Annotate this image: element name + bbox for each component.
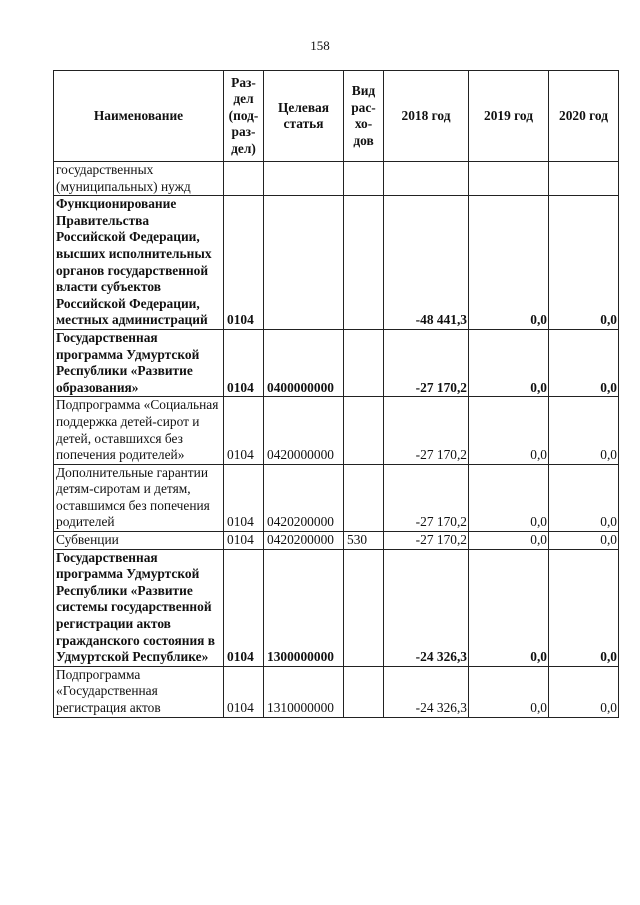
table-row [54, 532, 619, 550]
cell-target: 0400000000 [264, 329, 344, 396]
cell-y2018: -27 170,2 [384, 464, 469, 531]
cell-expense [344, 329, 384, 396]
cell-y2018: -24 326,3 [384, 549, 469, 666]
cell-y2018: -27 170,2 [384, 397, 469, 464]
cell-y2019: 0,0 [469, 196, 549, 330]
cell-target: 0420200000 [264, 464, 344, 531]
table-row [54, 464, 619, 531]
header-target: Целевая статья [264, 71, 344, 162]
cell-section: 0104 [224, 464, 264, 531]
cell-y2018: -27 170,2 [384, 532, 469, 550]
header-section: Раз- дел (под- раз- дел) [224, 71, 264, 162]
cell-y2020 [549, 162, 619, 196]
cell-y2018: -48 441,3 [384, 196, 469, 330]
table-row [54, 196, 619, 330]
cell-target [264, 196, 344, 330]
cell-y2018: -24 326,3 [384, 666, 469, 717]
table-row [54, 666, 619, 717]
cell-section: 0104 [224, 397, 264, 464]
cell-expense [344, 549, 384, 666]
cell-section: 0104 [224, 666, 264, 717]
cell-target: 0420200000 [264, 532, 344, 550]
cell-expense [344, 397, 384, 464]
cell-expense [344, 162, 384, 196]
cell-section: 0104 [224, 549, 264, 666]
cell-expense: 530 [344, 532, 384, 550]
cell-y2019: 0,0 [469, 549, 549, 666]
cell-y2020: 0,0 [549, 329, 619, 396]
cell-y2019 [469, 162, 549, 196]
header-name: Наименование [54, 71, 224, 162]
cell-section: 0104 [224, 196, 264, 330]
cell-name: государственных (муниципальных) нужд [54, 162, 224, 196]
cell-name: Подпрограмма «Социальная поддержка детей-сирот и детей, оставшихся без попечения родителей» [54, 397, 224, 464]
cell-y2018: -27 170,2 [384, 329, 469, 396]
table-row [54, 549, 619, 666]
cell-y2020: 0,0 [549, 464, 619, 531]
table-row [54, 329, 619, 396]
table-row [54, 397, 619, 464]
cell-y2020: 0,0 [549, 532, 619, 550]
cell-section [224, 162, 264, 196]
header-2018: 2018 год [384, 71, 469, 162]
cell-y2019: 0,0 [469, 464, 549, 531]
cell-expense [344, 666, 384, 717]
cell-target [264, 162, 344, 196]
table-row [54, 162, 619, 196]
cell-target: 1310000000 [264, 666, 344, 717]
cell-name: Дополнительные гарантии детям-сиротам и детям, оставшимся без попечения родителей [54, 464, 224, 531]
cell-y2020: 0,0 [549, 666, 619, 717]
cell-section: 0104 [224, 532, 264, 550]
cell-name: Государственная программа Удмуртской Республики «Развитие образования» [54, 329, 224, 396]
cell-y2019: 0,0 [469, 329, 549, 396]
table-body [54, 162, 619, 718]
cell-section: 0104 [224, 329, 264, 396]
cell-y2018 [384, 162, 469, 196]
header-2019: 2019 год [469, 71, 549, 162]
cell-y2020: 0,0 [549, 196, 619, 330]
cell-expense [344, 196, 384, 330]
cell-y2020: 0,0 [549, 397, 619, 464]
header-2020: 2020 год [549, 71, 619, 162]
cell-expense [344, 464, 384, 531]
header-expense: Вид рас- хо- дов [344, 71, 384, 162]
cell-y2020: 0,0 [549, 549, 619, 666]
cell-name: Государственная программа Удмуртской Республики «Развитие системы государственной регистрации актов гражданского состояния в Удмуртской Республике» [54, 549, 224, 666]
cell-y2019: 0,0 [469, 397, 549, 464]
cell-target: 1300000000 [264, 549, 344, 666]
page-number: 158 [310, 38, 330, 53]
budget-table [53, 70, 619, 718]
cell-name: Подпрограмма «Государственная регистрация актов [54, 666, 224, 717]
cell-y2019: 0,0 [469, 532, 549, 550]
cell-name: Функционирование Правительства Российской Федерации, высших исполнительных органов государственной власти субъектов Российской Федерации, местных администраций [54, 196, 224, 330]
cell-target: 0420000000 [264, 397, 344, 464]
cell-y2019: 0,0 [469, 666, 549, 717]
table-header-row [54, 71, 619, 162]
cell-name: Субвенции [54, 532, 224, 550]
